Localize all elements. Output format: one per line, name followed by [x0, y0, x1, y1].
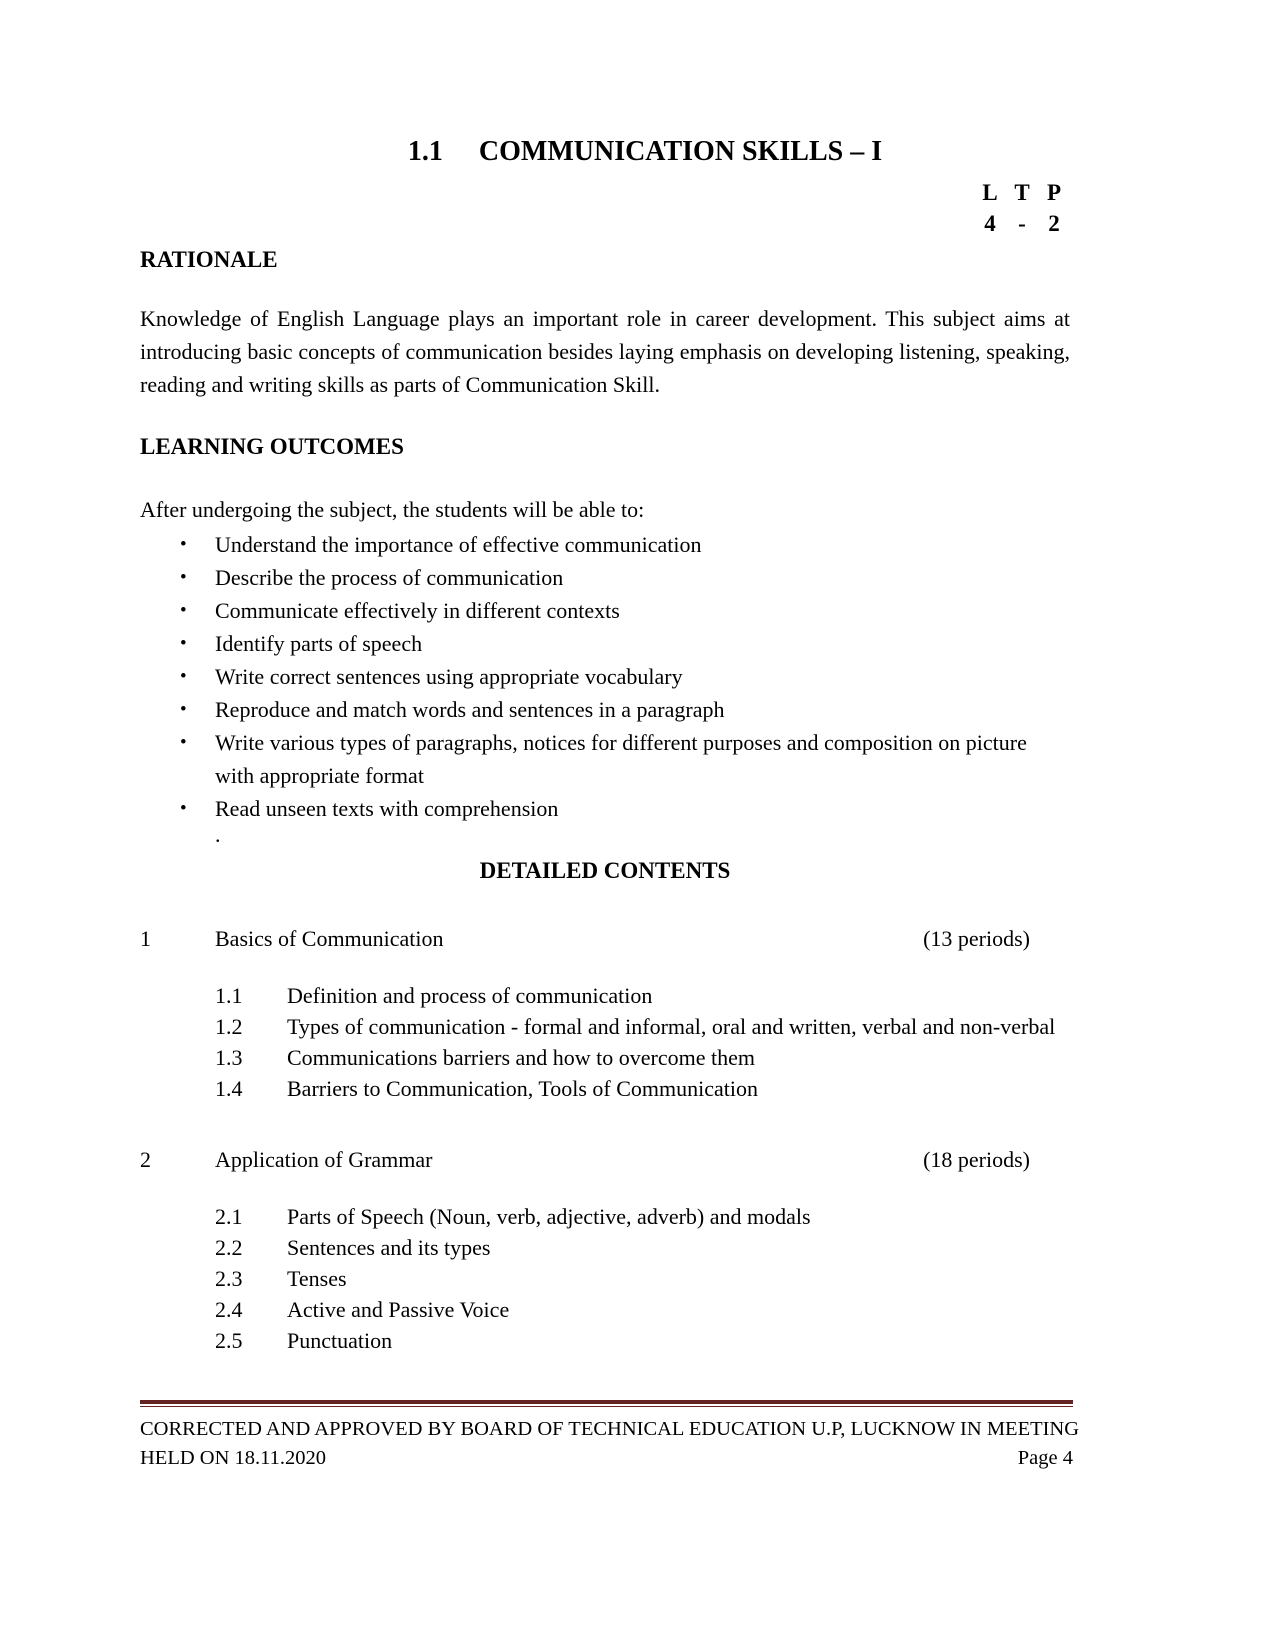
item-text: Barriers to Communication, Tools of Communication — [287, 1076, 759, 1101]
item-text: Definition and process of communication — [287, 983, 653, 1008]
section-title: Application of Grammar — [215, 1147, 433, 1172]
page-number: Page 4 — [1017, 1447, 1073, 1469]
item-text: Active and Passive Voice — [287, 1297, 510, 1322]
page-title — [140, 136, 1070, 168]
item-text: Communications barriers and how to overcome them — [287, 1045, 755, 1070]
content-item — [140, 1263, 1070, 1294]
bullet-icon: • — [180, 699, 187, 720]
item-text: Punctuation — [287, 1328, 393, 1353]
list-item — [140, 528, 1070, 561]
footer-rule — [140, 1400, 1073, 1407]
outcome-text: Write correct sentences using appropriate vocabulary — [215, 664, 683, 689]
bullet-icon: • — [180, 633, 187, 654]
content-item — [140, 1011, 1070, 1042]
stray-period: . — [215, 822, 221, 847]
bullet-icon: • — [180, 732, 187, 753]
learning-outcomes-intro: After undergoing the subject, the students will be able to: — [140, 497, 645, 522]
list-item — [140, 693, 1070, 726]
section-heading — [140, 1144, 1070, 1175]
item-number: 2.3 — [215, 1266, 243, 1291]
list-item — [140, 726, 1070, 792]
footer-second-row — [140, 1444, 1073, 1473]
section-items — [140, 1201, 1070, 1356]
item-number: 2.1 — [215, 1204, 243, 1229]
list-item — [140, 594, 1070, 627]
item-number: 1.1 — [215, 983, 243, 1008]
ltp-value-l: 4 — [984, 211, 996, 236]
page-footer — [140, 1400, 1080, 1473]
rationale-heading: RATIONALE — [140, 247, 278, 272]
detailed-contents-heading: DETAILED CONTENTS — [479, 858, 731, 883]
outcome-text: Identify parts of speech — [215, 631, 423, 656]
ltp-label-p: P — [1046, 180, 1062, 205]
section-periods: (18 periods) — [923, 1147, 1030, 1172]
ltp-value-t: - — [1018, 211, 1026, 236]
outcome-text: Describe the process of communication — [215, 565, 564, 590]
section-periods: (13 periods) — [923, 926, 1030, 951]
bullet-icon: • — [180, 798, 187, 819]
list-item — [140, 660, 1070, 693]
outcome-text: Reproduce and match words and sentences in a paragraph — [215, 697, 725, 722]
item-text: Parts of Speech (Noun, verb, adjective, adverb) and modals — [287, 1204, 811, 1229]
list-item — [140, 792, 1070, 825]
item-number: 2.2 — [215, 1235, 243, 1260]
ltp-block — [974, 178, 1070, 238]
content-item — [140, 1232, 1070, 1263]
outcome-text: Write various types of paragraphs, notices for different purposes and composition on picture with appropriate format — [215, 730, 1027, 788]
list-item — [140, 561, 1070, 594]
content-item — [140, 980, 1070, 1011]
title-text: COMMUNICATION SKILLS – I — [478, 136, 883, 167]
bullet-icon: • — [180, 666, 187, 687]
outcome-text: Understand the importance of effective communication — [215, 532, 702, 557]
item-number: 2.4 — [215, 1297, 243, 1322]
bullet-icon: • — [180, 567, 187, 588]
item-number: 1.4 — [215, 1076, 243, 1101]
list-item — [140, 627, 1070, 660]
ltp-label-l: L — [982, 180, 998, 205]
footer-date-text: HELD ON 18.11.2020 — [140, 1447, 327, 1469]
content-item — [140, 1325, 1070, 1356]
outcome-text: Read unseen texts with comprehension — [215, 796, 559, 821]
rationale-paragraph: Knowledge of English Language plays an important role in career development. This subject aims at introducing basic concepts of communication besides laying emphasis on developing listening, speaking, reading and writing skills as parts of Communication Skill. — [140, 306, 1070, 397]
outcome-text: Communicate effectively in different contexts — [215, 598, 620, 623]
item-number: 2.5 — [215, 1328, 243, 1353]
content-item — [140, 1201, 1070, 1232]
item-text: Sentences and its types — [287, 1235, 491, 1260]
content-item — [140, 1294, 1070, 1325]
ltp-value-p: 2 — [1048, 211, 1060, 236]
bullet-icon: • — [180, 534, 187, 555]
item-text: Types of communication - formal and informal, oral and written, verbal and non-verbal — [287, 1014, 1056, 1039]
item-number: 1.2 — [215, 1014, 243, 1039]
item-text: Tenses — [287, 1266, 347, 1291]
learning-outcomes-list — [140, 528, 1070, 825]
section-number: 1 — [140, 926, 151, 951]
section-items — [140, 980, 1070, 1104]
bullet-icon: • — [180, 600, 187, 621]
title-number: 1.1 — [407, 136, 443, 167]
content-item — [140, 1042, 1070, 1073]
section-number: 2 — [140, 1147, 151, 1172]
ltp-label-t: T — [1014, 180, 1030, 205]
content-item — [140, 1073, 1070, 1104]
learning-outcomes-heading: LEARNING OUTCOMES — [140, 434, 404, 459]
section-title: Basics of Communication — [215, 926, 444, 951]
section-heading — [140, 923, 1070, 954]
item-number: 1.3 — [215, 1045, 243, 1070]
footer-approval-text: CORRECTED AND APPROVED BY BOARD OF TECHNICAL EDUCATION U.P, LUCKNOW IN MEETING — [140, 1418, 1080, 1440]
